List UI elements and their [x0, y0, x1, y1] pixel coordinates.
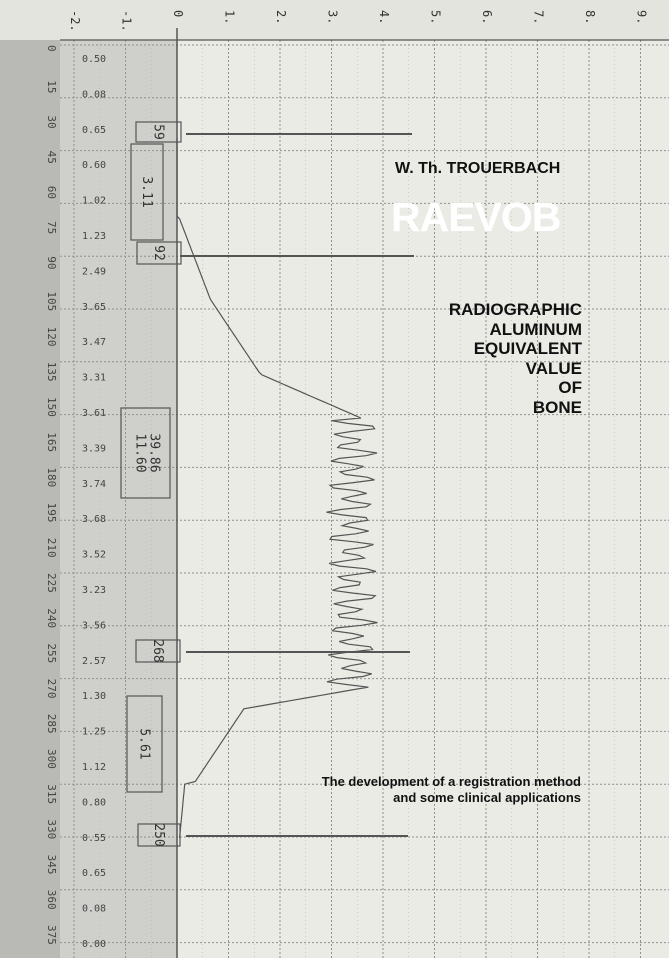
left-scale-label: 255 [45, 643, 58, 664]
top-scale-label: -1. [119, 10, 134, 32]
row-value: 0.80 [82, 797, 107, 809]
description-line: The development of a registration method [321, 774, 581, 789]
box-value: 3.11 [139, 176, 154, 208]
top-scale-label: 6. [480, 10, 494, 25]
top-scale-label: 7. [531, 10, 546, 25]
row-value: 0.65 [82, 124, 107, 136]
top-scale-label: 5. [428, 10, 443, 25]
left-scale-label: 315 [45, 784, 58, 805]
left-scale-label: 75 [45, 221, 58, 235]
row-value: 1.23 [82, 231, 107, 242]
row-value: 0.60 [82, 160, 107, 172]
left-scale-label: 165 [45, 432, 58, 453]
left-scale-label: 45 [45, 150, 58, 164]
row-value: 0.08 [82, 89, 107, 101]
row-value: 0.00 [82, 939, 107, 950]
row-value: 0.65 [82, 868, 107, 880]
left-scale-label: 105 [45, 291, 58, 312]
row-value: 3.61 [82, 408, 107, 419]
row-value: 1.25 [82, 726, 107, 738]
top-scale-label: 9. [634, 10, 649, 25]
row-value: 0.55 [82, 832, 107, 844]
left-scale-label: 180 [45, 467, 58, 488]
row-value: 2.57 [82, 655, 107, 667]
subtitle-line: BONE [532, 397, 582, 417]
left-scale-label: 240 [45, 608, 58, 629]
left-scale-label: 60 [45, 185, 58, 200]
box-value: 11.60 [132, 433, 148, 473]
row-value: 3.39 [82, 443, 107, 455]
top-scale-label: 1. [222, 10, 237, 25]
left-scale-label: 285 [45, 713, 58, 734]
left-scale-label: 135 [45, 361, 58, 382]
top-scale-label: 3. [325, 10, 340, 25]
top-scale-label: 0 [171, 10, 185, 18]
row-value: 3.74 [82, 478, 107, 490]
left-scale-label: 345 [45, 854, 58, 875]
left-scale-label: 150 [45, 397, 58, 417]
row-value: 3.23 [82, 585, 107, 596]
top-scale-label: 4. [377, 10, 391, 25]
row-value: 3.65 [82, 301, 107, 313]
box-value: 59 [150, 124, 166, 140]
row-value: 3.68 [82, 514, 107, 526]
box-value: 39.86 [146, 433, 162, 473]
left-scale-label: 0 [45, 45, 58, 52]
left-scale-label: 90 [45, 256, 58, 270]
left-scale-label: 360 [45, 889, 58, 910]
left-scale-label: 30 [45, 115, 58, 129]
subtitle-line: ALUMINUM [489, 319, 582, 339]
left-scale-label: 300 [45, 749, 58, 769]
left-scale-label: 225 [45, 573, 58, 593]
row-value: 1.12 [82, 762, 107, 773]
box-value: 5.61 [136, 728, 152, 760]
row-value: 2.49 [82, 266, 107, 278]
box-value: 250 [151, 823, 166, 847]
subtitle-line: EQUIVALENT [473, 339, 582, 359]
top-scale-label: -2. [68, 10, 82, 32]
row-value: 0.50 [82, 54, 107, 65]
description-line: and some clinical applications [393, 790, 581, 806]
row-value: 3.47 [82, 337, 107, 349]
profile-line [177, 138, 377, 838]
left-scale-label: 195 [45, 502, 58, 523]
row-value: 0.08 [82, 903, 107, 915]
left-scale-label: 210 [45, 537, 58, 558]
left-scale-label: 375 [45, 925, 58, 945]
left-scale-label: 330 [45, 819, 58, 840]
row-value: 3.52 [82, 549, 107, 561]
author-name: W. Th. TROUERBACH [395, 160, 561, 177]
left-scale-label: 270 [45, 678, 58, 699]
box-value: 268 [150, 639, 165, 663]
subtitle-line: RADIOGRAPHIC [448, 300, 582, 319]
top-scale-label: 8. [583, 10, 597, 25]
acronym-title: RAEVOB [391, 194, 561, 240]
subtitle-line: OF [558, 378, 582, 398]
box-value: 92 [151, 245, 166, 261]
subtitle [449, 300, 582, 417]
description [322, 774, 581, 807]
left-scale-label: 120 [45, 326, 58, 347]
row-value: 1.30 [82, 691, 107, 703]
row-value: 3.56 [82, 620, 107, 632]
top-scale-label: 2. [274, 10, 288, 25]
left-scale-label: 15 [45, 80, 58, 94]
row-value: 3.31 [82, 372, 107, 384]
subtitle-line: VALUE [525, 358, 582, 378]
row-value: 1.02 [82, 195, 107, 207]
